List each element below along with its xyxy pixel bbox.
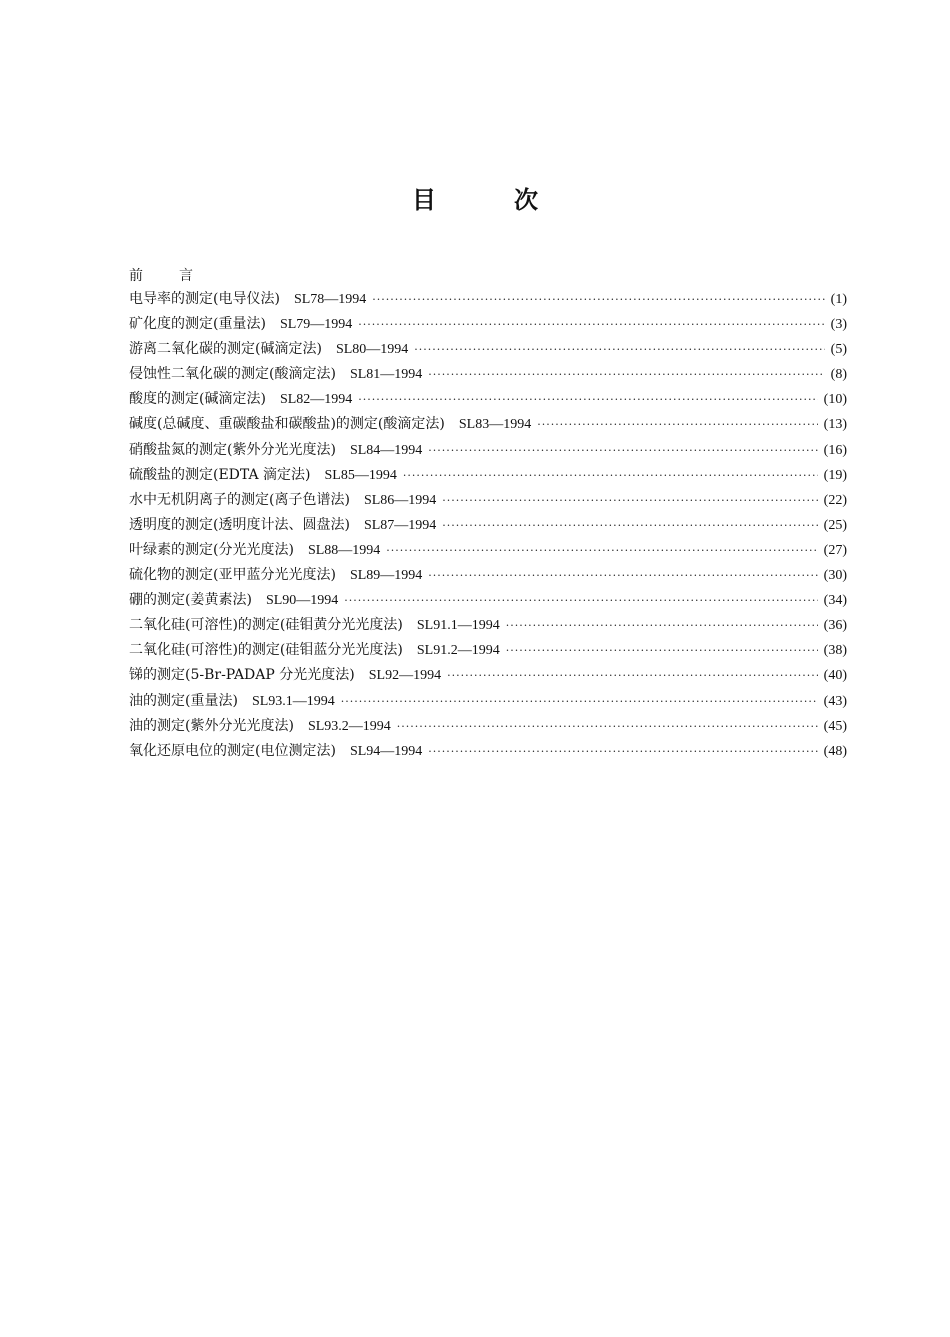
toc-entry-page-number: (27): [823, 542, 847, 558]
toc-entry-title: 氧化还原电位的测定(电位测定法): [129, 742, 336, 759]
toc-entry-title: 油的测定(重量法): [129, 692, 238, 709]
toc-entry-standard-code: SL93.2—1994: [307, 718, 391, 734]
toc-entry-title: 电导率的测定(电导仪法): [129, 291, 280, 307]
toc-entry-page-number: (43): [823, 693, 847, 709]
toc-entry-page-number: (30): [823, 568, 847, 584]
toc-entry-page-number: (5): [830, 342, 847, 358]
toc-entry-page-number: (22): [823, 492, 847, 508]
toc-dot-leader: [428, 745, 817, 758]
toc-entry-title: 矿化度的测定(重量法): [129, 316, 266, 333]
toc-foreword[interactable]: [129, 265, 193, 287]
toc-entry-standard-code: SL80—1994: [335, 342, 409, 358]
toc-dot-leader: [372, 293, 824, 306]
toc-entry-standard-code: SL83—1994: [458, 417, 532, 433]
toc-entry[interactable]: [129, 539, 847, 564]
toc-entry-standard-code: SL92—1994: [368, 668, 442, 684]
page-title: [0, 182, 950, 218]
toc-entry-page-number: (19): [823, 467, 847, 483]
toc-dot-leader: [428, 569, 817, 582]
toc-entry-title: 二氧化硅(可溶性)的测定(硅钼黄分光光度法): [129, 617, 403, 634]
toc-entry-title: 二氧化硅(可溶性)的测定(硅钼蓝分光光度法): [129, 642, 403, 659]
toc-entry-page-number: (48): [823, 743, 847, 759]
toc-dot-leader: [414, 343, 824, 356]
toc-dot-leader: [442, 494, 817, 507]
toc-dot-leader: [397, 720, 818, 733]
toc-entry[interactable]: [129, 639, 847, 664]
toc-entry-page-number: (10): [823, 392, 847, 408]
toc-entry[interactable]: [129, 439, 847, 464]
toc-entry-standard-code: SL82—1994: [279, 392, 353, 408]
toc-dot-leader: [506, 644, 818, 657]
toc-entry-page-number: (1): [830, 292, 847, 307]
toc-entry-title: 油的测定(紫外分光光度法): [129, 717, 294, 734]
toc-entry-page-number: (40): [823, 668, 847, 684]
page-title-char-1: 目: [412, 186, 436, 214]
toc-entry-page-number: (34): [823, 593, 847, 609]
table-of-contents: [129, 288, 847, 765]
toc-dot-leader: [341, 695, 818, 708]
toc-entry-page-number: (8): [830, 367, 847, 383]
toc-dot-leader: [358, 318, 824, 331]
toc-entry-title: 游离二氧化碳的测定(碱滴定法): [129, 341, 322, 358]
toc-dot-leader: [428, 444, 817, 457]
toc-entry[interactable]: [129, 514, 847, 539]
toc-entry[interactable]: [129, 564, 847, 589]
toc-entry[interactable]: [129, 288, 847, 313]
toc-entry[interactable]: [129, 413, 847, 438]
toc-entry[interactable]: [129, 589, 847, 614]
toc-entry-standard-code: SL85—1994: [324, 467, 397, 483]
toc-dot-leader: [506, 619, 818, 632]
toc-entry-title: 碱度(总碱度、重碳酸盐和碳酸盐)的测定(酸滴定法): [129, 416, 445, 433]
foreword-char-1: 前: [129, 268, 143, 284]
toc-entry-standard-code: SL86—1994: [363, 492, 437, 508]
toc-entry[interactable]: [129, 388, 847, 413]
toc-entry-standard-code: SL91.1—1994: [416, 618, 500, 634]
toc-entry-standard-code: SL88—1994: [307, 542, 381, 558]
toc-dot-leader: [442, 519, 817, 532]
toc-dot-leader: [386, 544, 817, 557]
toc-entry[interactable]: [129, 363, 847, 388]
toc-entry-page-number: (25): [823, 517, 847, 533]
toc-entry[interactable]: [129, 489, 847, 514]
toc-entry[interactable]: [129, 664, 847, 689]
toc-entry-standard-code: SL87—1994: [363, 517, 437, 533]
toc-dot-leader: [447, 669, 818, 682]
toc-entry-page-number: (3): [830, 317, 847, 333]
toc-entry-title: 水中无机阴离子的测定(离子色谱法): [129, 491, 350, 508]
toc-entry-page-number: (16): [823, 442, 847, 458]
toc-entry-standard-code: SL93.1—1994: [251, 693, 335, 709]
toc-entry-standard-code: SL78—1994: [293, 292, 367, 307]
toc-entry-title: 硫酸盐的测定(EDTA 滴定法): [129, 466, 311, 483]
toc-entry-page-number: (45): [823, 718, 847, 734]
toc-dot-leader: [358, 393, 817, 406]
toc-entry-title: 硼的测定(姜黄素法): [129, 592, 252, 609]
toc-dot-leader: [403, 469, 818, 482]
toc-entry-standard-code: SL89—1994: [349, 568, 423, 584]
toc-entry-title: 叶绿素的测定(分光光度法): [129, 541, 294, 558]
toc-entry-page-number: (38): [823, 643, 847, 659]
toc-dot-leader: [344, 594, 817, 607]
toc-entry[interactable]: [129, 313, 847, 338]
toc-entry[interactable]: [129, 715, 847, 740]
toc-entry[interactable]: [129, 464, 847, 489]
toc-entry[interactable]: [129, 690, 847, 715]
page-title-char-2: 次: [514, 186, 538, 214]
toc-entry-title: 硫化物的测定(亚甲蓝分光光度法): [129, 567, 336, 584]
toc-entry[interactable]: [129, 740, 847, 765]
toc-dot-leader: [428, 368, 824, 381]
toc-entry-title: 硝酸盐氮的测定(紫外分光光度法): [129, 441, 336, 458]
toc-entry-title: 透明度的测定(透明度计法、圆盘法): [129, 516, 350, 533]
toc-entry-standard-code: SL84—1994: [349, 442, 423, 458]
toc-entry-title: 锑的测定(5-Br-PADAP 分光光度法): [129, 667, 355, 684]
toc-entry-title: 侵蚀性二氧化碳的测定(酸滴定法): [129, 366, 336, 383]
toc-entry-standard-code: SL90—1994: [265, 593, 339, 609]
toc-entry-standard-code: SL94—1994: [349, 743, 423, 759]
toc-entry-standard-code: SL81—1994: [349, 367, 423, 383]
toc-entry-page-number: (13): [823, 417, 847, 433]
toc-entry-standard-code: SL79—1994: [279, 317, 353, 333]
toc-entry-title: 酸度的测定(碱滴定法): [129, 391, 266, 408]
toc-dot-leader: [537, 418, 817, 431]
toc-entry[interactable]: [129, 614, 847, 639]
toc-entry-standard-code: SL91.2—1994: [416, 643, 500, 659]
toc-entry[interactable]: [129, 338, 847, 363]
foreword-char-2: 言: [179, 268, 193, 284]
toc-entry-page-number: (36): [823, 618, 847, 634]
